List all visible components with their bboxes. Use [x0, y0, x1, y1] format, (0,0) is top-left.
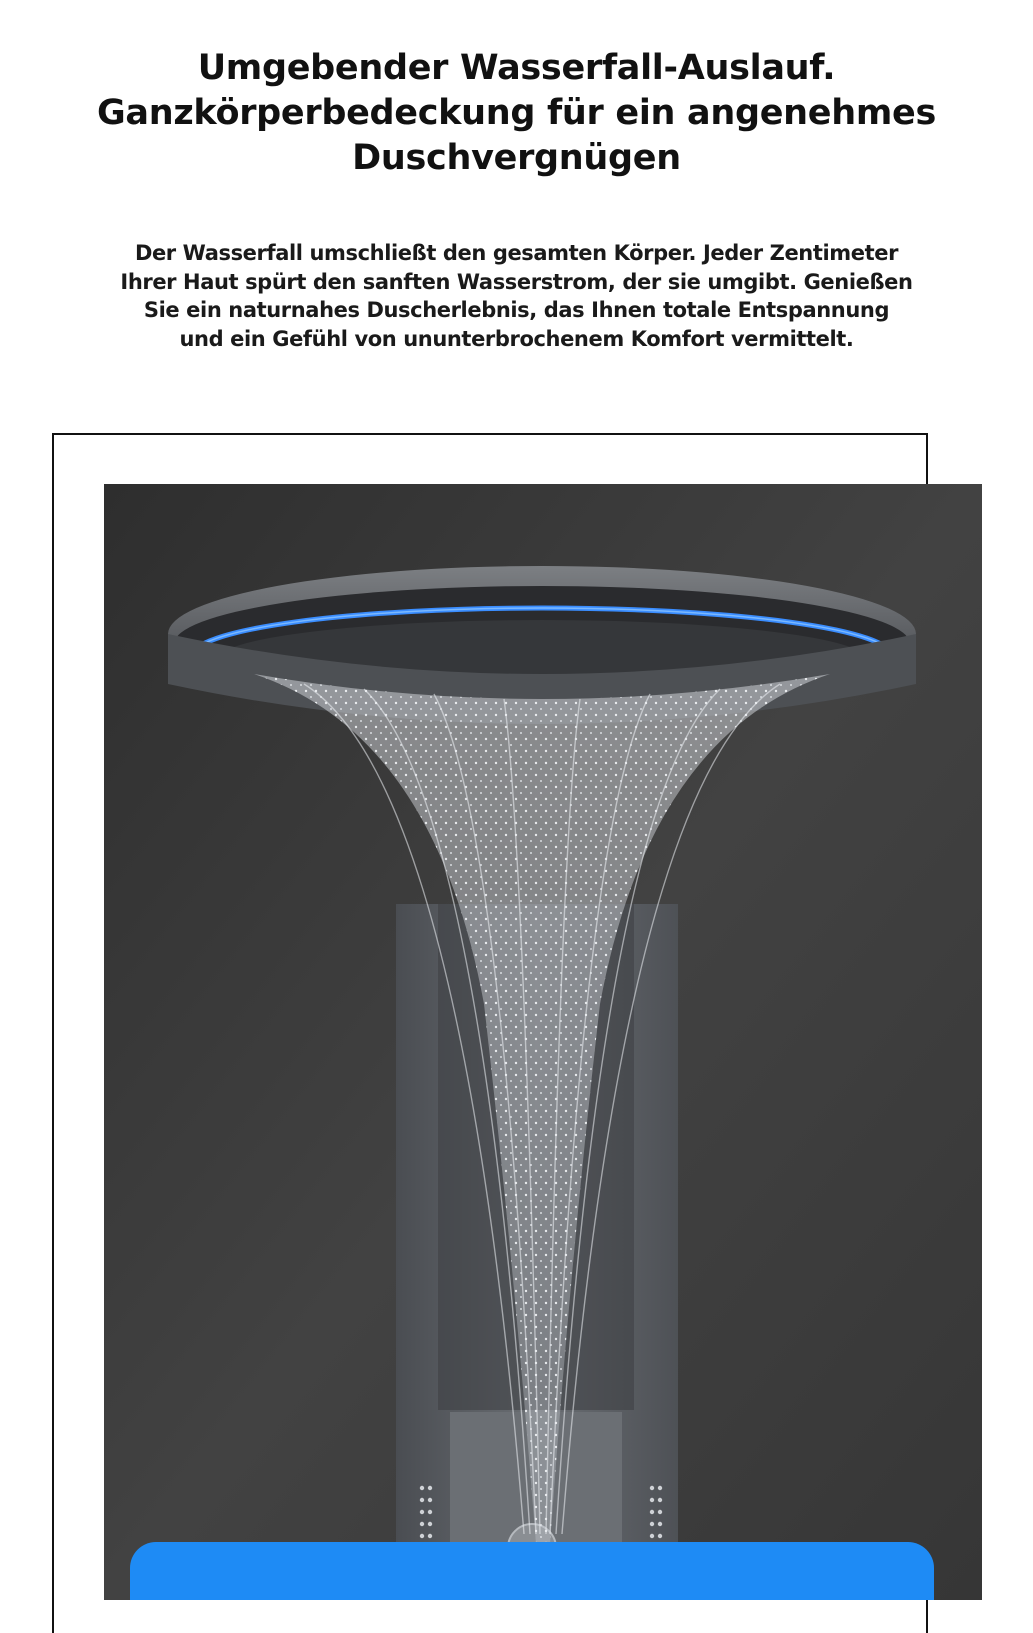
description — [0, 239, 1033, 353]
product-photo — [104, 484, 982, 1600]
description-line-4: und ein Gefühl von ununterbrochenem Komfort vermittelt. — [179, 326, 854, 351]
description-line-3: Sie ein naturnahes Duscherlebnis, das Ihnen totale Entspannung — [143, 298, 890, 322]
headline-line-1: Umgebender Wasserfall-Auslauf. — [197, 48, 836, 88]
description-line-2: Ihrer Haut spürt den sanften Wasserstrom, der sie umgibt. Genießen — [120, 269, 913, 294]
shower-illustration — [104, 484, 982, 1600]
description-line-1: Der Wasserfall umschließt den gesamten Körper. Jeder Zentimeter — [134, 241, 899, 265]
headline — [0, 46, 1033, 181]
headline-line-3: Duschvergnügen — [352, 138, 681, 178]
headline-line-2: Ganzkörperbedeckung für ein angenehmes — [97, 93, 936, 133]
blue-banner-shape — [130, 1542, 934, 1600]
